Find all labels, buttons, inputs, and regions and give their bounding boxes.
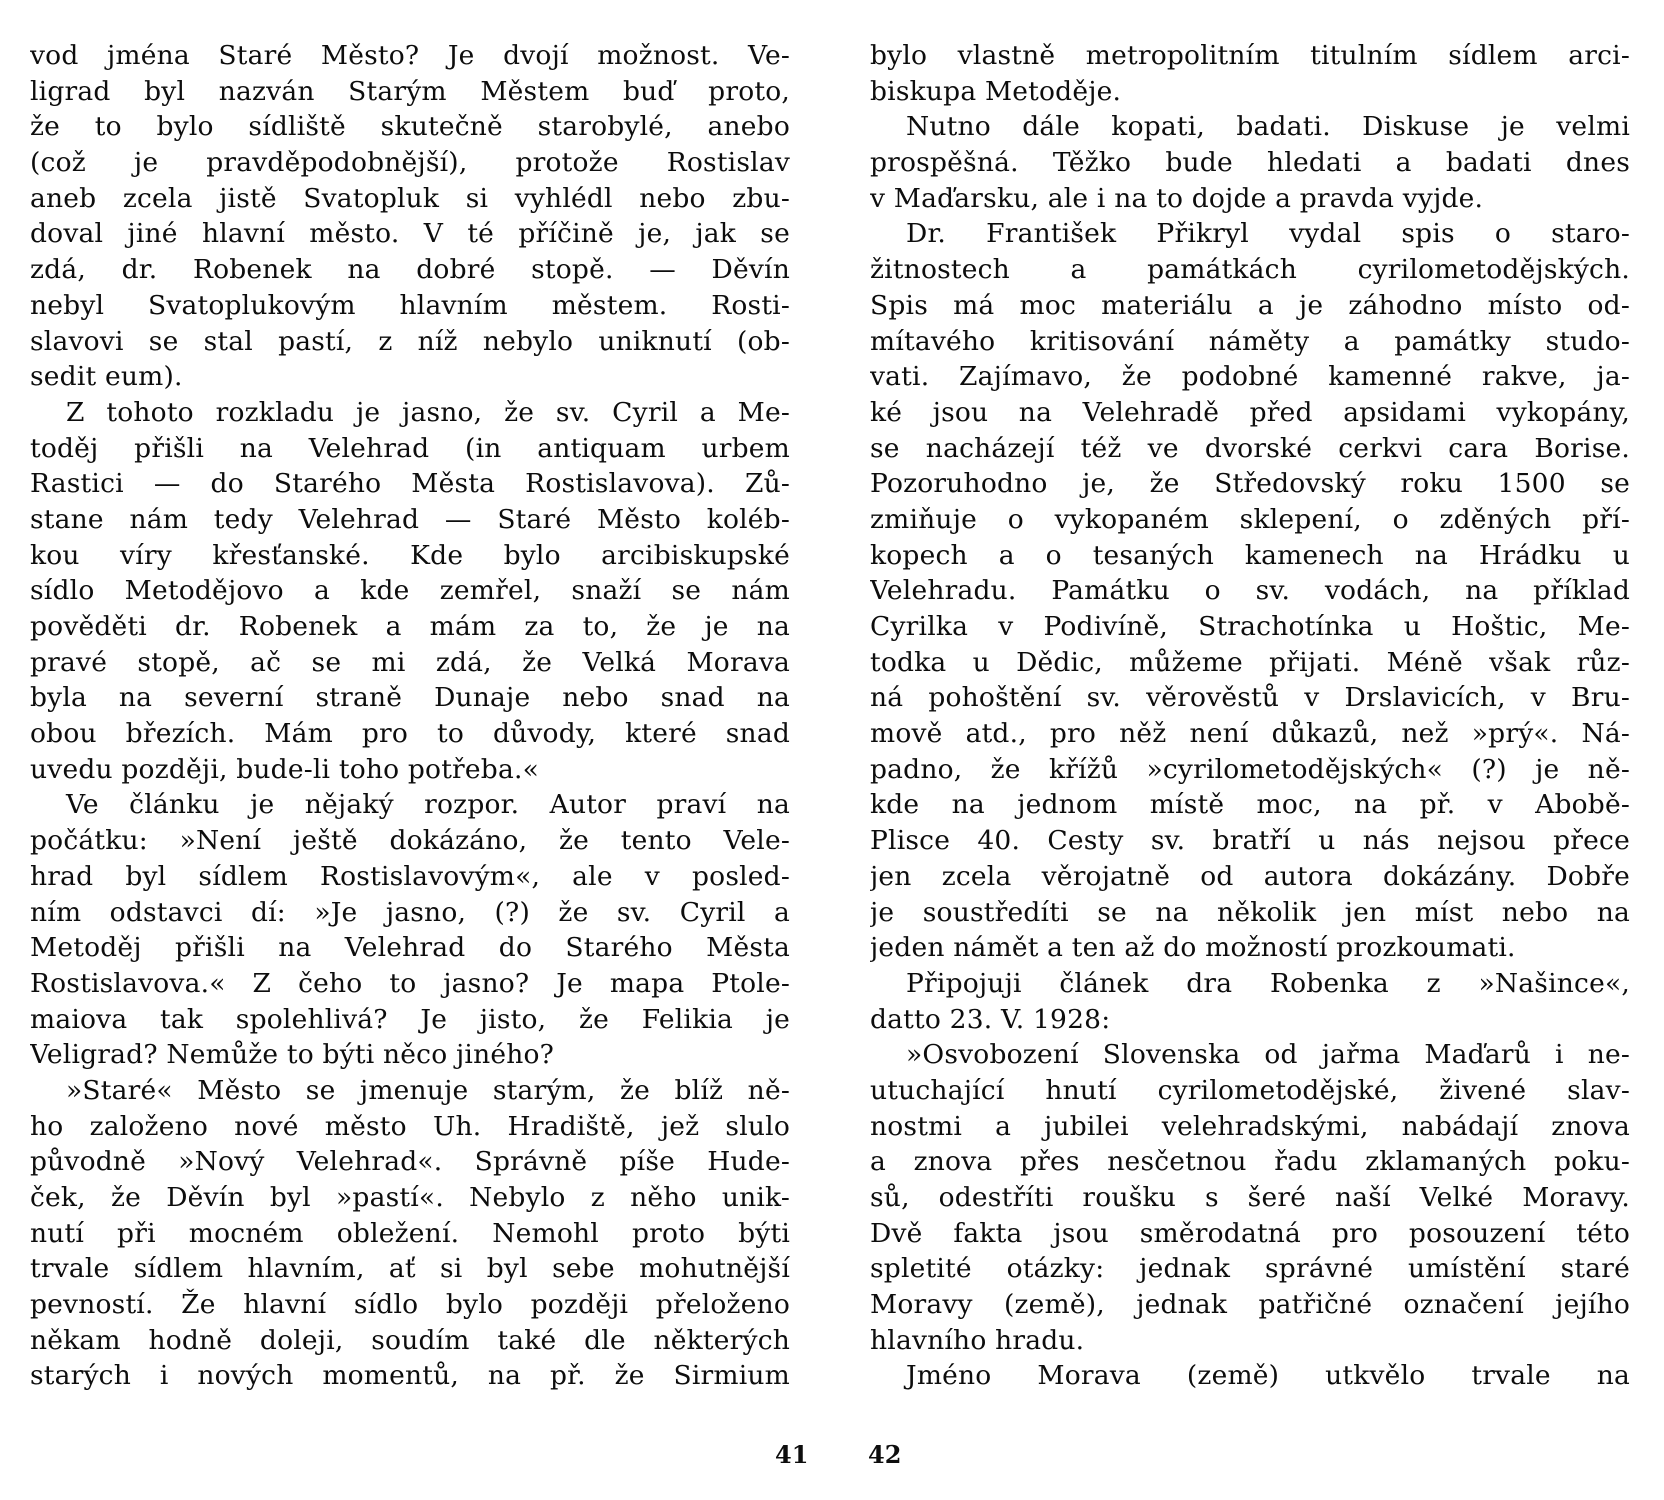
text-line: doval jiné hlavní město. V té příčině je, jak se	[30, 218, 790, 250]
text-line: Dvě fakta jsou směrodatná pro posouzení této	[870, 1217, 1630, 1249]
text-line: že to bylo sídliště skutečně starobylé, anebo	[30, 111, 790, 143]
text-line: Nutno dále kopati, badati. Diskuse je velmi	[906, 111, 1630, 143]
left-page-text-column	[30, 38, 790, 1394]
text-line: hrad byl sídlem Rostislavovým«, ale v posled-	[30, 860, 790, 892]
text-line: pevností. Že hlavní sídlo bylo později přeloženo	[30, 1289, 790, 1321]
text-line: Rostislavova.« Z čeho to jasno? Je mapa Ptole-	[30, 967, 790, 999]
left-page	[0, 0, 809, 1500]
text-line: Cyrilka v Podivíně, Strachotínka u Hoštic, Me-	[870, 611, 1630, 642]
text-line: mítavého kritisování náměty a památky studo-	[870, 325, 1630, 357]
text-line: je soustředíti se na několik jen míst nebo na	[870, 896, 1630, 928]
text-line: zmiňuje o vykopaném sklepení, o zděných pří-	[870, 503, 1630, 535]
text-line: (což je pravděpodobnější), protože Rostislav	[30, 147, 790, 179]
text-line: Z tohoto rozkladu je jasno, že sv. Cyril a Me-	[66, 396, 790, 428]
right-page-number: 42	[868, 1440, 902, 1469]
text-line: mově atd., pro něž není důkazů, než »prý«. Ná-	[870, 718, 1630, 750]
text-line: sů, odestříti roušku s šeré naší Velké Moravy.	[870, 1182, 1630, 1213]
text-line: uvedu později, bude-li toho potřeba.«	[30, 753, 540, 785]
text-line: Dr. František Přikryl vydal spis o staro-	[906, 218, 1630, 250]
text-line: »Osvobození Slovenska od jařma Maďarů i ne-	[906, 1039, 1630, 1071]
text-line: ligrad byl nazván Starým Městem buď proto,	[30, 75, 790, 107]
text-line: obou březích. Mám pro to důvody, které snad	[30, 718, 790, 750]
left-page-number: 41	[775, 1440, 809, 1469]
text-line: starých i nových momentů, na př. že Sirmium	[30, 1360, 790, 1392]
text-line: v Maďarsku, ale i na to dojde a pravda vyjde.	[870, 182, 1484, 214]
text-line: kde na jednom místě moc, na př. v Abobě-	[870, 789, 1630, 821]
text-line: nebyl Svatoplukovým hlavním městem. Rosti-	[30, 289, 790, 321]
text-line: utuchající hnutí cyrilometodějské, živené slav-	[870, 1074, 1630, 1106]
text-line: se nacházejí též ve dvorské cerkvi cara Borise.	[870, 432, 1630, 464]
text-line: Moravy (země), jednak patřičné označení jejího	[870, 1289, 1630, 1321]
text-line: Jméno Morava (země) utkvělo trvale na	[906, 1360, 1630, 1392]
text-line: »Staré« Město se jmenuje starým, že blíž ně-	[66, 1074, 790, 1106]
text-line: jen zcela věrojatně od autora dokázány. Dobře	[870, 860, 1630, 892]
text-line: Připojuji článek dra Robenka z »Našince«,	[906, 967, 1630, 999]
text-line: maiova tak spolehlivá? Je jisto, že Felikia je	[30, 1003, 790, 1035]
text-line: Rastici — do Starého Města Rostislavova). Zů-	[30, 468, 790, 500]
text-line: trvale sídlem hlavním, ať si byl sebe mohutnější	[30, 1253, 790, 1285]
text-line: pravé stopě, ač se mi zdá, že Velká Morava	[30, 646, 790, 678]
text-line: ná pohoštění sv. věrověstů v Drslavicích, v Bru-	[870, 682, 1630, 714]
text-line: Metoděj přišli na Velehrad do Starého Města	[30, 932, 790, 964]
text-line: ho založeno nové město Uh. Hradiště, jež slulo	[30, 1110, 790, 1142]
text-line: toděj přišli na Velehrad (in antiquam urbem	[30, 432, 790, 464]
text-line: Veligrad? Nemůže to býti něco jiného?	[30, 1039, 555, 1071]
text-line: nutí při mocném obležení. Nemohl proto býti	[30, 1217, 790, 1249]
text-line: sídlo Metodějovo a kde zemřel, snaží se nám	[30, 575, 790, 607]
text-line: ké jsou na Velehradě před apsidami vykopány,	[870, 396, 1630, 428]
text-line: Spis má moc materiálu a je záhodno místo od-	[870, 289, 1630, 321]
text-line: počátku: »Není ještě dokázáno, že tento Vele-	[30, 825, 790, 857]
text-line: todka u Dědic, můžeme přijati. Méně však růz-	[870, 646, 1630, 678]
text-line: ček, že Děvín byl »pastí«. Nebylo z něho unik-	[30, 1182, 790, 1213]
text-line: někam hodně doleji, soudím také dle některých	[30, 1324, 790, 1356]
text-line: žitnostech a památkách cyrilometodějských.	[870, 254, 1630, 286]
text-line: aneb zcela jistě Svatopluk si vyhlédl nebo zbu-	[30, 182, 790, 214]
text-line: a znova přes nesčetnou řadu zklamaných poku-	[870, 1146, 1630, 1178]
text-line: pověděti dr. Robenek a mám za to, že je na	[30, 611, 790, 642]
text-line: byla na severní straně Dunaje nebo snad na	[30, 682, 790, 714]
text-line: jeden námět a ten až do možností prozkoumati.	[870, 932, 1516, 964]
text-line: Plisce 40. Cesty sv. bratří u nás nejsou přece	[870, 825, 1630, 857]
text-line: prospěšná. Těžko bude hledati a badati dnes	[870, 147, 1630, 179]
text-line: nostmi a jubilei velehradskými, nabádají znova	[870, 1110, 1630, 1142]
text-line: Ve článku je nějaký rozpor. Autor praví na	[66, 789, 790, 821]
text-line: bylo vlastně metropolitním titulním sídlem arci-	[870, 40, 1630, 71]
text-line: původně »Nový Velehrad«. Správně píše Hude-	[30, 1146, 790, 1178]
text-line: vod jména Staré Město? Je dvojí možnost. Ve-	[30, 40, 790, 71]
text-line: ním odstavci dí: »Je jasno, (?) že sv. Cyril a	[30, 896, 790, 928]
text-line: hlavního hradu.	[870, 1324, 1085, 1356]
text-line: zdá, dr. Robenek na dobré stopě. — Děvín	[30, 254, 790, 286]
right-page-text-column	[870, 38, 1630, 1394]
text-line: stane nám tedy Velehrad — Staré Město koléb-	[30, 503, 790, 535]
text-line: sedit eum).	[30, 361, 183, 393]
text-line: biskupa Metoděje.	[870, 75, 1122, 107]
text-line: datto 23. V. 1928:	[870, 1003, 1111, 1035]
text-line: Pozoruhodno je, že Středovský roku 1500 se	[870, 468, 1630, 500]
right-page	[832, 0, 1630, 1500]
text-line: kou víry křesťanské. Kde bylo arcibiskupské	[30, 539, 790, 571]
text-line: slavovi se stal pastí, z níž nebylo uniknutí (ob-	[30, 325, 790, 357]
text-line: spletité otázky: jednak správné umístění staré	[870, 1253, 1630, 1285]
text-line: kopech a o tesaných kamenech na Hrádku u	[870, 539, 1630, 571]
text-line: vati. Zajímavo, že podobné kamenné rakve, ja-	[870, 361, 1630, 393]
text-line: Velehradu. Památku o sv. vodách, na příklad	[870, 575, 1630, 607]
text-line: padno, že křížů »cyrilometodějských« (?) je ně-	[870, 753, 1630, 785]
